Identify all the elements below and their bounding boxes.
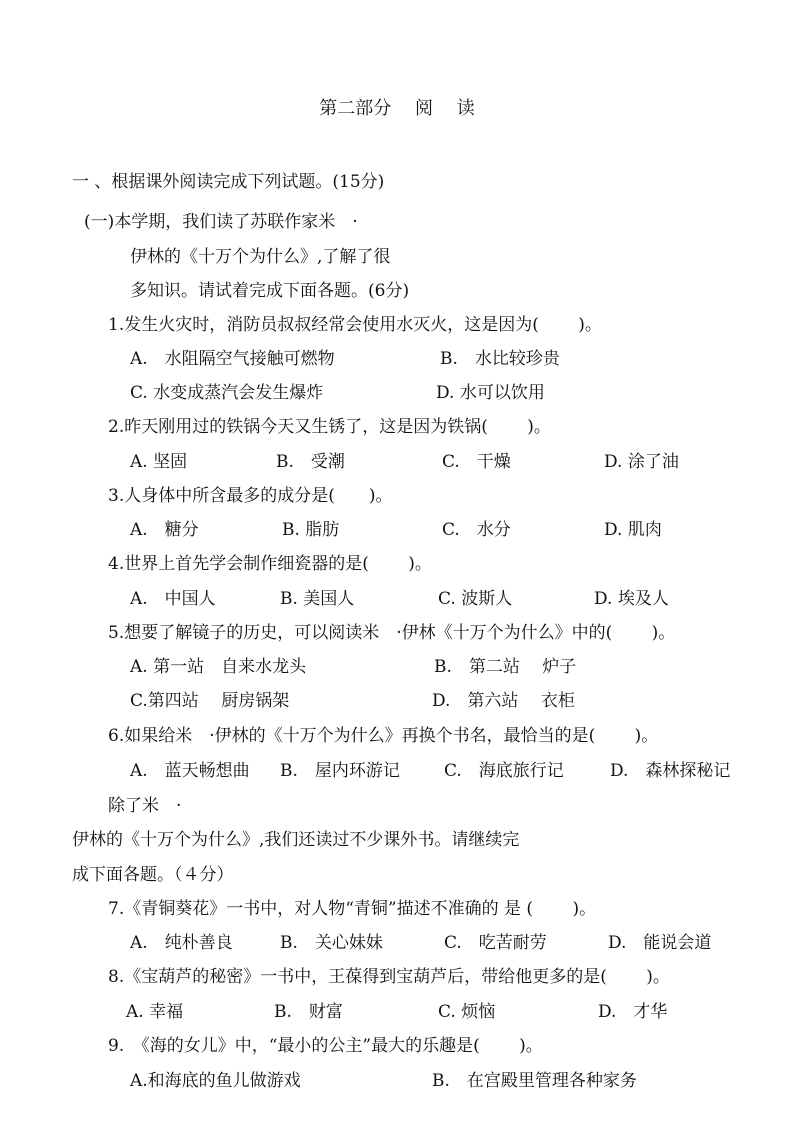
- question-option: B. 屋内环游记: [280, 761, 400, 781]
- question-stem: 9. 《海的女儿》中，“最小的公主”最大的乐趣是( )。: [108, 1036, 543, 1056]
- question-option: D. 才华: [598, 1002, 668, 1022]
- question-option: B. 美国人: [280, 589, 355, 609]
- question-option: B. 受潮: [276, 452, 345, 472]
- section-heading: 一 、根据课外阅读完成下列试题。(15分): [72, 172, 385, 192]
- question-stem: 5.想要了解镜子的历史，可以阅读米 ·伊林《十万个为什么》中的( )。: [108, 623, 676, 643]
- question-option: A. 幸福: [126, 1002, 184, 1022]
- question-option: D. 涂了油: [604, 452, 679, 472]
- question-option: C. 吃苦耐劳: [444, 933, 547, 953]
- question-option: C. 海底旅行记: [444, 761, 564, 781]
- question-option: A. 水阻隔空气接触可燃物: [130, 349, 335, 369]
- question-option: D. 能说会道: [608, 933, 712, 953]
- part2-intro-line3: 成下面各题。（４分）: [72, 865, 234, 885]
- question-stem: 4.世界上首先学会制作细瓷器的是( )。: [108, 554, 432, 574]
- question-option: B. 第二站 炉子: [434, 657, 577, 677]
- question-option: D. 森林探秘记: [610, 761, 731, 781]
- question-option: B. 在宫殿里管理各种家务: [432, 1071, 637, 1091]
- question-stem: 7.《青铜葵花》一书中，对人物“青铜”描述不准确的 是 ( )。: [108, 899, 597, 919]
- question-option: C. 水分: [442, 520, 511, 540]
- question-option: A.和海底的鱼儿做游戏: [130, 1071, 301, 1091]
- question-stem: 6.如果给米 ·伊林的《十万个为什么》再换个书名，最恰当的是( )。: [108, 726, 659, 746]
- part2-intro-line1: 除了米 ·: [108, 796, 182, 816]
- question-option: B. 财富: [274, 1002, 343, 1022]
- question-stem: 8.《宝葫芦的秘密》一书中，王葆得到宝葫芦后，带给他更多的是( )。: [108, 967, 670, 987]
- question-option: C. 波斯人: [438, 589, 513, 609]
- question-stem: 1.发生火灾时，消防员叔叔经常会使用水灭火，这是因为( )。: [108, 315, 602, 335]
- question-stem: 3.人身体中所含最多的成分是( )。: [108, 486, 393, 506]
- question-option: A. 坚固: [130, 452, 188, 472]
- question-option: B. 水比较珍贵: [440, 349, 560, 369]
- part1-intro-line3: 多知识。请试着完成下面各题。(6分): [130, 281, 410, 301]
- question-option: D. 第六站 衣柜: [432, 691, 575, 711]
- question-option: A. 糖分: [130, 520, 199, 540]
- question-option: C.第四站 厨房锅架: [130, 691, 290, 711]
- question-stem: 2.昨天刚用过的铁锅今天又生锈了，这是因为铁锅( )。: [108, 417, 551, 437]
- page-title: 第二部分 阅 读: [319, 98, 475, 119]
- question-option: C. 烦恼: [438, 1002, 496, 1022]
- question-option: A. 第一站 自来水龙头: [130, 657, 307, 677]
- question-option: A. 中国人: [130, 589, 216, 609]
- question-option: D. 水可以饮用: [436, 383, 545, 403]
- part1-intro-line1: (一)本学期，我们读了苏联作家米 ·: [84, 212, 358, 232]
- question-option: C. 水变成蒸汽会发生爆炸: [130, 383, 324, 403]
- question-option: A. 蓝天畅想曲: [130, 761, 250, 781]
- question-option: C. 干燥: [442, 452, 511, 472]
- question-option: B. 脂肪: [282, 520, 340, 540]
- part2-intro-line2: 伊林的《十万个为什么》,我们还读过不少课外书。请继续完: [72, 830, 520, 850]
- part1-intro-line2: 伊林的《十万个为什么》,了解了很: [130, 247, 391, 267]
- question-option: A. 纯朴善良: [130, 933, 233, 953]
- question-option: B. 关心妹妹: [280, 933, 383, 953]
- question-option: D. 埃及人: [594, 589, 669, 609]
- question-option: D. 肌肉: [604, 520, 662, 540]
